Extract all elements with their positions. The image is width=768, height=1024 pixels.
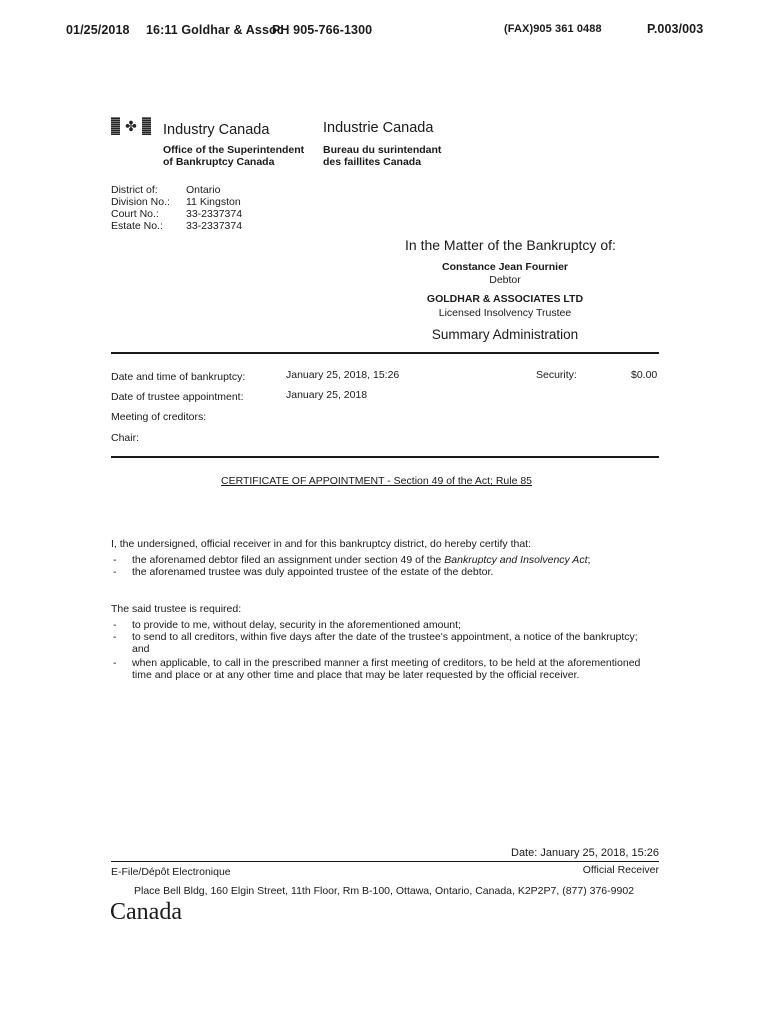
office-french-line2: des faillites Canada [323, 156, 422, 168]
file-info-label: Division No.: [111, 196, 170, 208]
matter-heading: In the Matter of the Bankruptcy of: [405, 237, 616, 253]
file-info-value: 33-2337374 [186, 208, 243, 220]
fax-phone: PH 905-766-1300 [272, 23, 373, 37]
list-item: - to provide to me, without delay, security in the aforementioned amount; [113, 619, 658, 631]
security-label: Security: [536, 369, 577, 381]
file-info-label: District of: [111, 184, 158, 196]
office-french-line1: Bureau du surintendant [323, 144, 442, 156]
file-info-labels [111, 184, 170, 232]
bankruptcy-date-label: Date and time of bankruptcy: [111, 371, 246, 383]
debtor-role: Debtor [489, 274, 521, 286]
required-intro: The said trustee is required: [111, 603, 242, 615]
file-info-values [186, 184, 242, 232]
file-info-label: Estate No.: [111, 220, 163, 232]
certify-intro: I, the undersigned, official receiver in and for this bankruptcy district, do hereby certify that: [111, 538, 532, 550]
office-address: Place Bell Bldg, 160 Elgin Street, 11th Floor, Rm B-100, Ottawa, Ontario, Canada, K2P2P7, (877) 376-9902 [134, 885, 635, 897]
fax-number: (FAX)905 361 0488 [504, 23, 602, 35]
certify-list [113, 554, 663, 578]
fax-time-sender: 16:11 Goldhar & Assoc [146, 23, 284, 37]
appointment-date-label: Date of trustee appointment: [111, 391, 244, 403]
debtor-name: Constance Jean Fournier [441, 261, 569, 273]
bankruptcy-date-value: January 25, 2018, 15:26 [286, 369, 400, 381]
file-info-label: Court No.: [111, 208, 159, 220]
list-item: - to send to all creditors, within five days after the date of the trustee's appointment, a notice of the bankruptcy; and [113, 631, 658, 655]
file-info-value: 11 Kingston [186, 196, 241, 208]
department-name-english: Industry Canada [163, 122, 270, 138]
security-value: $0.00 [631, 369, 658, 381]
file-info-value: 33-2337374 [186, 220, 243, 232]
list-item: - when applicable, to call in the prescribed manner a first meeting of creditors, to be held at the aforementioned time and place or at any other time and place that may be later requested by the official receiver. [113, 657, 658, 681]
act-title: Bankruptcy and Insolvency Act [444, 554, 588, 566]
section-divider [111, 456, 659, 458]
official-receiver-label: Official Receiver [582, 864, 659, 876]
required-list [113, 619, 658, 681]
office-name-english [163, 144, 304, 168]
fax-page-number: P.003/003 [647, 22, 704, 36]
administration-type: Summary Administration [431, 327, 579, 342]
signature-date: Date: January 25, 2018, 15:26 [511, 847, 659, 859]
office-english-line2: of Bankruptcy Canada [163, 156, 275, 168]
canada-wordmark: Canada [110, 899, 182, 925]
canada-flag-icon: ✤ [111, 117, 151, 135]
department-name-french: Industrie Canada [323, 120, 434, 136]
file-info-value: Ontario [186, 184, 221, 196]
meeting-label: Meeting of creditors: [111, 411, 207, 423]
certificate-title: CERTIFICATE OF APPOINTMENT - Section 49 of the Act; Rule 85 [221, 475, 533, 487]
office-name-french [323, 144, 441, 168]
office-english-line1: Office of the Superintendent [163, 144, 305, 156]
trustee-name: GOLDHAR & ASSOCIATES LTD [426, 293, 584, 305]
footer-divider [111, 861, 659, 862]
efile-label: E-File/Dépôt Electronique [111, 866, 231, 878]
list-item: - the aforenamed debtor filed an assignment under section 49 of the Bankruptcy and Insolvency Act; [113, 554, 663, 566]
appointment-date-value: January 25, 2018 [286, 389, 368, 401]
section-divider [111, 352, 659, 354]
list-item: - the aforenamed trustee was duly appointed trustee of the estate of the debtor. [113, 566, 663, 578]
chair-label: Chair: [111, 432, 140, 444]
trustee-role: Licensed Insolvency Trustee [438, 307, 572, 319]
fax-date: 01/25/2018 [66, 23, 130, 37]
